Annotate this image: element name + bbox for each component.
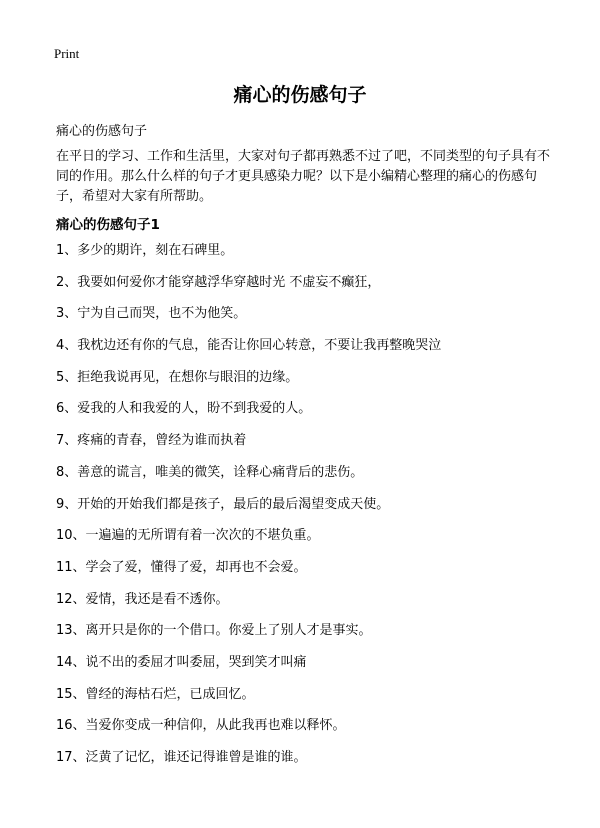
intro-paragraph: 在平日的学习、工作和生活里，大家对句子都再熟悉不过了吧，不同类型的句子具有不同的作用。那么什么样的句子才更具感染力呢？以下是小编精心整理的痛心的伤感句子，希望对大家有所帮助。 [56,149,551,204]
list-item: 13、离开只是你的一个借口。你爱上了别人才是事实。 [56,623,372,639]
list-item: 3、宁为自己而哭，也不为他笑。 [56,306,247,322]
list-item: 10、一遍遍的无所谓有着一次次的不堪负重。 [56,528,320,544]
list-item: 15、曾经的海枯石烂，已成回忆。 [56,686,255,702]
list-item: 17、泛黄了记忆，谁还记得谁曾是谁的谁。 [56,750,307,765]
list-item: 6、爱我的人和我爱的人，盼不到我爱的人。 [56,401,312,417]
list-item: 16、当爱你变成一种信仰，从此我再也难以释怀。 [56,718,346,734]
sentence-list [56,241,576,780]
list-item: 9、开始的开始我们都是孩子，最后的最后渴望变成天使。 [56,496,390,512]
list-item: 14、说不出的委屈才叫委屈，哭到笑才叫痛 [56,654,307,670]
list-item: 5、拒绝我说再见，在想你与眼泪的边缘。 [56,369,299,385]
list-item: 11、学会了爱，懂得了爱，却再也不会爱。 [56,559,307,575]
print-link[interactable]: Print [54,46,80,61]
list-item: 1、多少的期许，刻在石碑里。 [56,243,234,258]
list-item: 8、善意的谎言，唯美的微笑，诠释心痛背后的悲伤。 [56,464,364,480]
list-item: 2、我要如何爱你才能穿越浮华穿越时光 不虚妄不癫狂， [56,274,381,290]
article-subtitle: 痛心的伤感句子 [56,124,148,139]
list-item: 12、爱情，我还是看不透你。 [56,591,229,607]
section-heading: 痛心的伤感句子1 [56,217,160,233]
page-title: 痛心的伤感句子 [233,84,367,106]
list-item: 7、疼痛的青春，曾经为谁而执着 [56,433,247,449]
list-item: 4、我枕边还有你的气息，能否让你回心转意，不要让我再整晚哭泣 [56,338,442,354]
